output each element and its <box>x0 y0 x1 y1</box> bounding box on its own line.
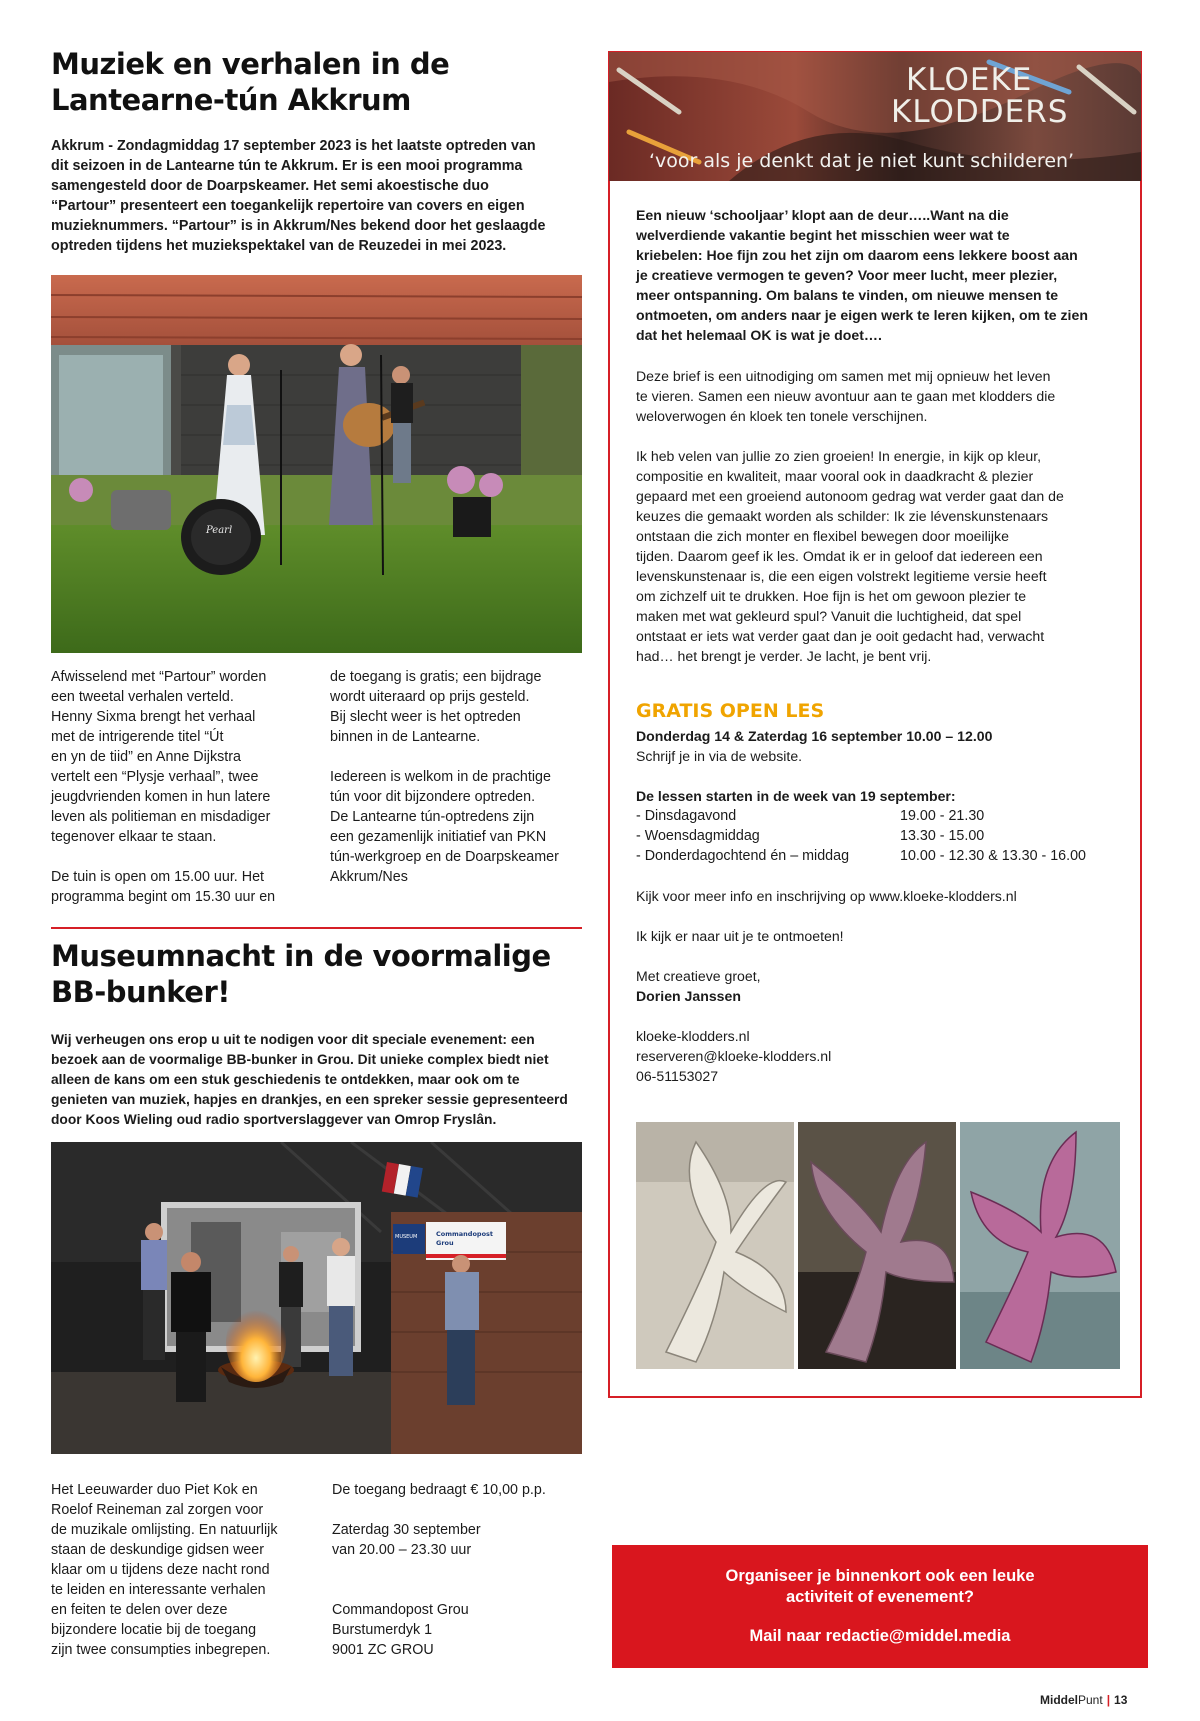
concert-photo-illustration <box>51 275 582 653</box>
body-line: had… het brengt je verder. Je lacht, je bent vrij. <box>636 648 932 664</box>
drum-brand-text: Pearl <box>206 525 233 536</box>
open-les-date: Donderdag 14 & Zaterdag 16 september 10.00 – 12.00 <box>636 728 993 744</box>
article2-lead <box>51 1030 591 1130</box>
banner-tagline: ‘voor als je denkt dat je niet kunt schilderen’ <box>649 150 1075 172</box>
body-line: vertelt een “Plysje verhaal”, twee <box>51 769 259 785</box>
body-line: Ik heb velen van jullie zo zien groeien! In energie, in kijk op kleur, <box>636 448 1042 464</box>
body-line: weloverwogen én kloek ten tonele verschijnen. <box>636 408 928 424</box>
body-line: ontstaan die zich monter en flexibel bewegen door moeilijke <box>636 528 1009 544</box>
body-line: zijn twee consumpties inbegrepen. <box>51 1642 271 1658</box>
commandopost-sign-line1: Commandopost <box>436 1230 494 1238</box>
bunker-photo-illustration <box>51 1142 582 1454</box>
body-line: levenskunstenaar is, die een eigen volstrekt legitieme versie heeft <box>636 568 1047 584</box>
body-line: De tuin is open om 15.00 uur. Het <box>51 869 264 885</box>
body-line: Roelof Reineman zal zorgen voor <box>51 1502 264 1518</box>
body-line: Akkrum/Nes <box>330 869 408 885</box>
footer-separator: | <box>1106 1693 1111 1707</box>
lead-line: optreden tijdens het muziekspektakel van de Reuzedei in mei 2023. <box>51 238 507 254</box>
body-line: om zichzelf uit te drukken. Hoe fijn is het om gewoon plezier te <box>636 588 1027 604</box>
body-line: Bij slecht weer is het optreden <box>330 709 521 725</box>
lessen-schedule <box>636 786 1146 866</box>
body-line: jeugdvrienden komen in hun latere <box>51 789 271 805</box>
body-line: binnen in de Lantearne. <box>330 729 481 745</box>
schedule-row <box>636 846 1146 866</box>
lead-line: Wij verheugen ons erop u uit te nodigen voor dit speciale evenement: een <box>51 1032 535 1047</box>
footer-brand-bold: Middel <box>1040 1693 1078 1707</box>
article1-title <box>51 46 449 118</box>
article2-title-line2: BB-bunker! <box>51 975 230 1009</box>
schedule-row <box>636 826 1146 846</box>
schedule-time: 19.00 - 21.30 <box>900 808 985 824</box>
lead-line: bezoek aan de voormalige BB-bunker in Grou. Dit unieke complex biedt niet <box>51 1052 549 1067</box>
article2-column-1 <box>51 1480 311 1660</box>
body-line: compositie en kwaliteit, maar vooral ook in daadkracht & plezier <box>636 468 1034 484</box>
open-les-heading: GRATIS OPEN LES <box>636 700 825 722</box>
article2-title-line1: Museumnacht in de voormalige <box>51 939 551 973</box>
article1-column-1 <box>51 667 306 907</box>
intro-line: ontmoeten, om anders naar je eigen werk te leren kijken, om te zien <box>636 307 1088 323</box>
schedule-row <box>636 806 1146 826</box>
body-line: gepaard met een groeiend autonoom gedrag wat verder gaat dan de <box>636 488 1064 504</box>
schedule-time: 13.30 - 15.00 <box>900 828 985 844</box>
cta-line2: activiteit of evenement? <box>786 1588 974 1606</box>
body-line: Het Leeuwarder duo Piet Kok en <box>51 1482 258 1498</box>
body-line: te leiden en interessante verhalen <box>51 1582 266 1598</box>
contact-website: kloeke-klodders.nl <box>636 1028 750 1044</box>
body-line: Henny Sixma brengt het verhaal <box>51 709 256 725</box>
lead-line: genieten van muziek, hapjes en drankjes, en een spreker sessie gepresenteerd <box>51 1092 568 1107</box>
intro-line: welverdiende vakantie begint het misschien weer wat te <box>636 227 1010 243</box>
body-line: te vieren. Samen een nieuw avontuur aan te gaan met klodders die <box>636 388 1056 404</box>
section-divider <box>51 927 582 929</box>
event-date: Zaterdag 30 september <box>332 1522 481 1538</box>
body-line: bijzondere locatie bij de toegang <box>51 1622 257 1638</box>
body-line: maken met wat gekleurd spul? Vanuit die luchtigheid, dat spel <box>636 608 1022 624</box>
article2-title <box>51 938 551 1010</box>
intro-line: kriebelen: Hoe fijn zou het zijn om daarom eens lekkere boost aan <box>636 247 1078 263</box>
lead-line: dit seizoen in de Lantearne tún te Akkrum. Er is een mooi programma <box>51 158 523 174</box>
body-line: en feiten te delen over deze <box>51 1602 228 1618</box>
venue-name: Commandopost Grou <box>332 1602 469 1618</box>
body-line: keuzes die gemaakt worden als schilder: Ik zie lévenskunstenaars <box>636 508 1049 524</box>
schedule-day: - Dinsdagavond <box>636 808 737 824</box>
intro-line: meer ontspanning. Om balans te vinden, om nieuwe mensen te <box>636 287 1059 303</box>
kloeke-paragraph-2 <box>636 366 1136 426</box>
museum-sign-label: MUSEUM <box>395 1234 418 1240</box>
flower-paintings-illustration <box>636 1122 1120 1369</box>
greeting-line: Met creatieve groet, <box>636 968 761 984</box>
signature: Dorien Janssen <box>636 988 741 1004</box>
venue-city: 9001 ZC GROU <box>332 1642 434 1658</box>
page-number: 13 <box>1114 1693 1128 1707</box>
entry-price: De toegang bedraagt € 10,00 p.p. <box>332 1482 546 1498</box>
article1-title-line2: Lantearne-tún Akkrum <box>51 83 411 117</box>
schedule-day: - Woensdagmiddag <box>636 828 760 844</box>
page-footer <box>1040 1693 1127 1707</box>
lead-line: muzieknummers. “Partour” is in Akkrum/Nes bekend door het geslaagde <box>51 218 546 234</box>
article1-title-line1: Muziek en verhalen in de <box>51 47 450 81</box>
kloeke-closing <box>636 886 1136 1086</box>
banner-title-line2: KLODDERS <box>891 94 1069 130</box>
article1-lead <box>51 136 591 256</box>
intro-line: je creatieve vermogen te geven? Voor meer lucht, meer plezier, <box>636 267 1058 283</box>
bunker-photo <box>51 1142 582 1454</box>
lessen-heading: De lessen starten in de week van 19 september: <box>636 788 956 804</box>
body-line: een gezamenlijk initiatief van PKN <box>330 829 547 845</box>
kloeke-intro <box>636 205 1136 345</box>
lead-line: “Partour” presenteert een toegankelijk repertoire van covers en eigen <box>51 198 525 214</box>
event-time: van 20.00 – 23.30 uur <box>332 1542 472 1558</box>
banner-title-line1: KLOEKE <box>906 62 1033 98</box>
body-line: met de intrigerende titel “Út <box>51 729 224 745</box>
body-line: tegenover elkaar te staan. <box>51 829 217 845</box>
body-line: staan de deskundige gidsen weer <box>51 1542 265 1558</box>
body-line: de muzikale omlijsting. En natuurlijk <box>51 1522 278 1538</box>
body-line: programma begint om 15.30 uur en <box>51 889 276 905</box>
open-les-details <box>636 726 1136 766</box>
body-line: tún voor dit bijzondere optreden. <box>330 789 536 805</box>
contact-email: reserveren@kloeke-klodders.nl <box>636 1048 832 1064</box>
article1-column-2 <box>330 667 590 887</box>
lead-line: door Koos Wieling oud radio sportverslaggever van Omrop Fryslân. <box>51 1112 497 1127</box>
venue-street: Burstumerdyk 1 <box>332 1622 433 1638</box>
body-line: leven als politieman en misdadiger <box>51 809 271 825</box>
body-line: wordt uiteraard op prijs gesteld. <box>330 689 530 705</box>
intro-line: dat het helemaal OK is wat je doet…. <box>636 327 882 343</box>
kloeke-klodders-banner <box>609 52 1141 181</box>
lead-line: alleen de kans om een stuk geschiedenis te ontdekken, maar ook om te <box>51 1072 520 1087</box>
open-les-signup: Schrijf je in via de website. <box>636 748 803 764</box>
cta-line1: Organiseer je binnenkort ook een leuke <box>725 1567 1035 1585</box>
body-line: een tweetal verhalen verteld. <box>51 689 234 705</box>
lead-line: samengesteld door de Doarpskeamer. Het semi akoestische duo <box>51 178 489 194</box>
intro-line: Een nieuw ‘schooljaar’ klopt aan de deur…..Want na die <box>636 207 1009 223</box>
kloeke-paragraph-3 <box>636 446 1136 666</box>
closing-line: Ik kijk er naar uit je te ontmoeten! <box>636 928 844 944</box>
body-line: en yn de tiid” en Anne Dijkstra <box>51 749 241 765</box>
body-line: ontstaat er iets wat verder gaat dan je ooit gedacht had, verwacht <box>636 628 1045 644</box>
schedule-day: - Donderdagochtend én – middag <box>636 848 850 864</box>
body-line: klaar om u tijdens deze nacht rond <box>51 1562 270 1578</box>
body-line: de toegang is gratis; een bijdrage <box>330 669 542 685</box>
cta-box <box>612 1545 1148 1668</box>
concert-photo <box>51 275 582 653</box>
flower-paintings <box>636 1122 1120 1369</box>
commandopost-sign-line2: Grou <box>436 1239 454 1247</box>
lead-line: Akkrum - Zondagmiddag 17 september 2023 is het laatste optreden van <box>51 138 536 154</box>
schedule-time: 10.00 - 12.30 & 13.30 - 16.00 <box>900 848 1086 864</box>
body-line: Afwisselend met “Partour” worden <box>51 669 267 685</box>
body-line: Deze brief is een uitnodiging om samen met mij opnieuw het leven <box>636 368 1051 384</box>
body-line: De Lantearne tún-optredens zijn <box>330 809 535 825</box>
footer-brand-light: Punt <box>1078 1693 1103 1707</box>
body-line: tún-werkgroep en de Doarpskeamer <box>330 849 559 865</box>
article2-column-2 <box>332 1480 592 1660</box>
cta-email-link[interactable]: Mail naar redactie@middel.media <box>749 1627 1011 1645</box>
info-line: Kijk voor meer info en inschrijving op www.kloeke-klodders.nl <box>636 888 1017 904</box>
body-line: Iedereen is welkom in de prachtige <box>330 769 551 785</box>
banner-painting <box>609 52 1141 181</box>
contact-phone: 06-51153027 <box>636 1068 719 1084</box>
body-line: tijden. Daarom geef ik les. Omdat ik er in geloof dat iedereen een <box>636 548 1043 564</box>
